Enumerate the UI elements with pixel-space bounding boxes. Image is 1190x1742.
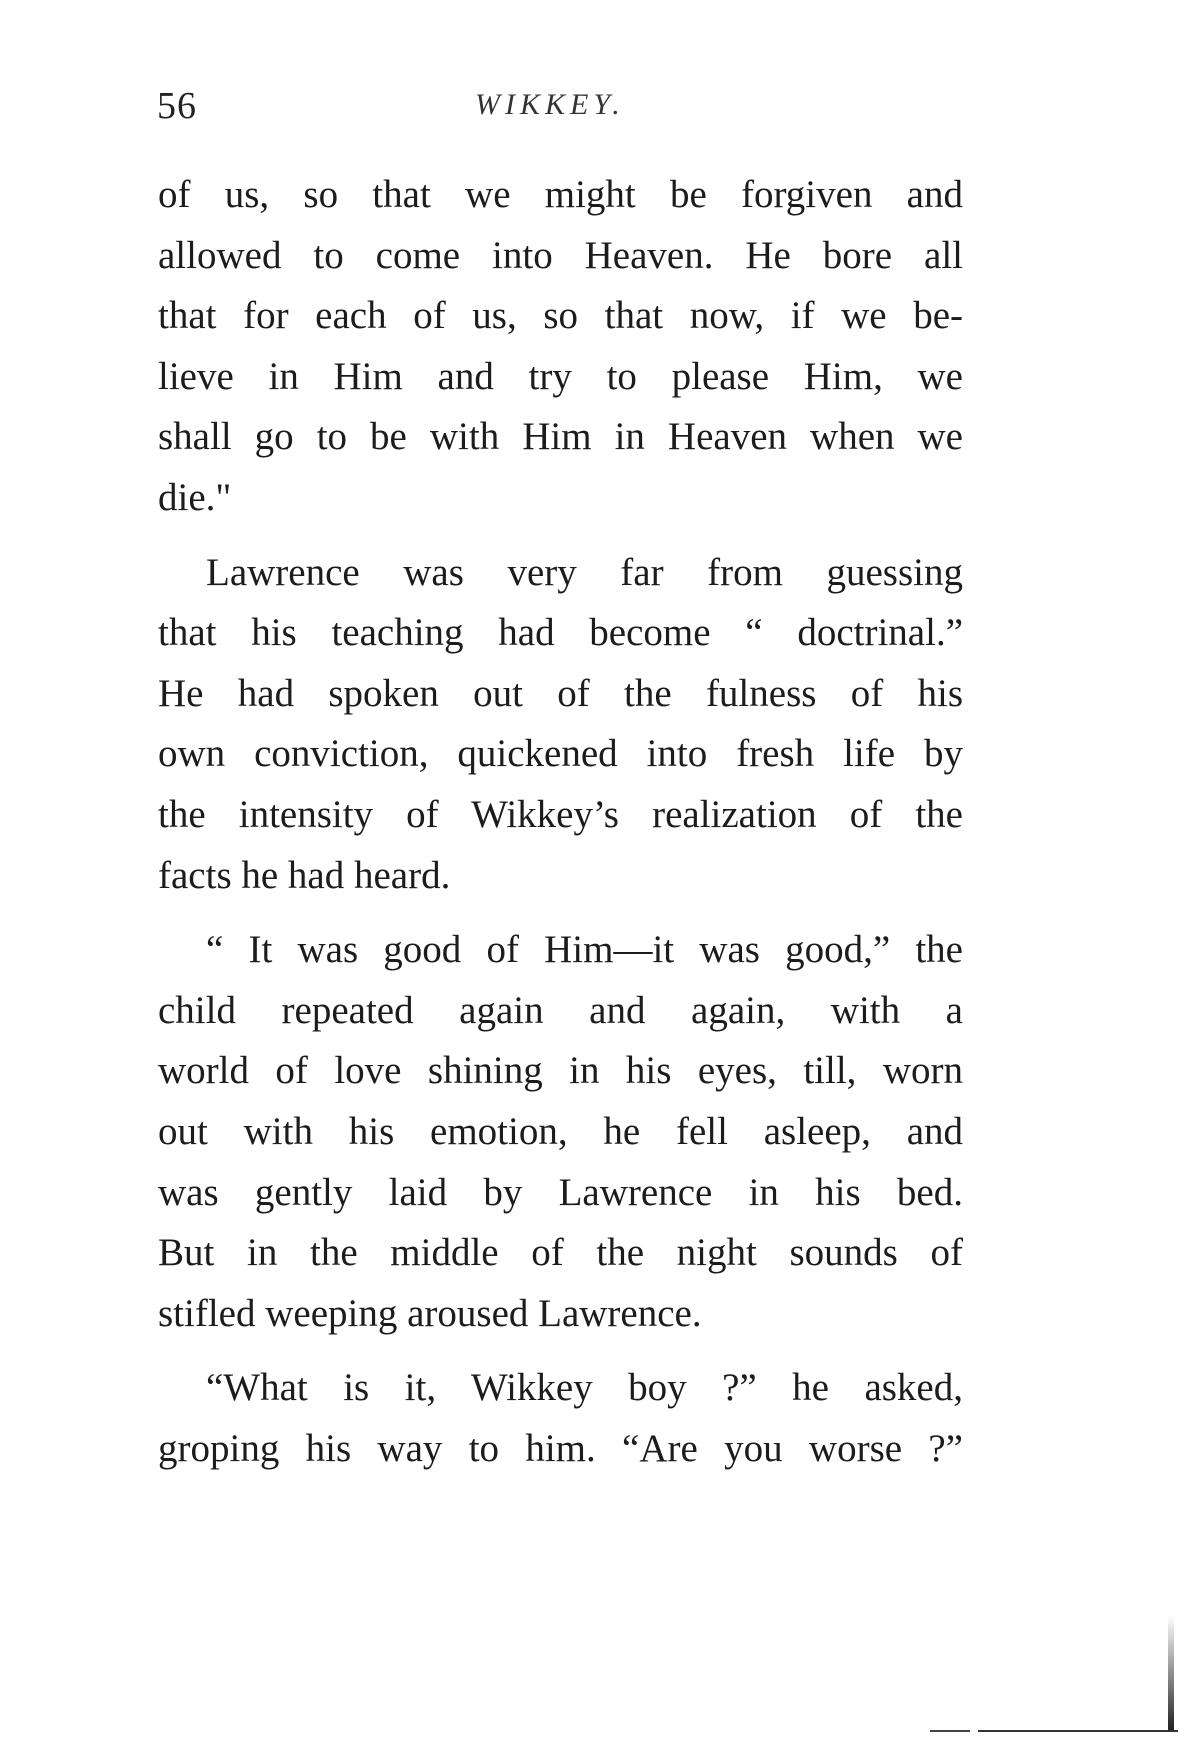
paragraph-4 — [158, 1358, 963, 1479]
text-line: world of love shining in his eyes, till, worn — [158, 1049, 963, 1093]
text-line: of us, so that we might be forgiven and — [158, 173, 963, 216]
text-line: stifled weeping aroused Lawrence. — [158, 1291, 702, 1335]
text-line: allowed to come into Heaven. He bore all — [158, 233, 963, 277]
text-line: that his teaching had become “ doctrinal.” — [158, 611, 963, 655]
text-line: child repeated again and again, with a — [158, 988, 963, 1032]
text-line: facts he had heard. — [158, 853, 451, 897]
text-line: was gently laid by Lawrence in his bed. — [158, 1170, 963, 1214]
text-line: But in the middle of the night sounds of — [158, 1231, 963, 1275]
text-line: groping his way to him. “Are you worse ?” — [158, 1426, 963, 1470]
paragraph-2 — [158, 543, 963, 907]
page-edge-line — [978, 1730, 1178, 1732]
text-line: that for each of us, so that now, if we be- — [158, 294, 963, 338]
page-edge-line — [930, 1730, 970, 1732]
paragraph-1 — [158, 165, 963, 529]
page-header — [157, 84, 962, 132]
page-edge-mark — [1168, 1615, 1174, 1730]
text-line: own conviction, quickened into fresh life by — [158, 732, 963, 776]
text-line: “ It was good of Him—it was good,” the — [206, 928, 963, 972]
text-line: “What is it, Wikkey boy ?” he asked, — [206, 1366, 963, 1410]
page-number: 56 — [157, 85, 197, 127]
text-line: shall go to be with Him in Heaven when we — [158, 415, 963, 459]
paragraph-3 — [158, 920, 963, 1344]
text-line: die." — [158, 475, 232, 519]
running-title: WIKKEY. — [475, 88, 625, 121]
text-line: out with his emotion, he fell asleep, and — [158, 1109, 963, 1153]
text-line: Lawrence was very far from guessing — [206, 550, 963, 594]
text-line: He had spoken out of the fulness of his — [158, 671, 963, 715]
text-line: lieve in Him and try to please Him, we — [158, 354, 963, 398]
body-text — [158, 165, 963, 1479]
text-line: the intensity of Wikkey’s realization of the — [158, 792, 963, 836]
